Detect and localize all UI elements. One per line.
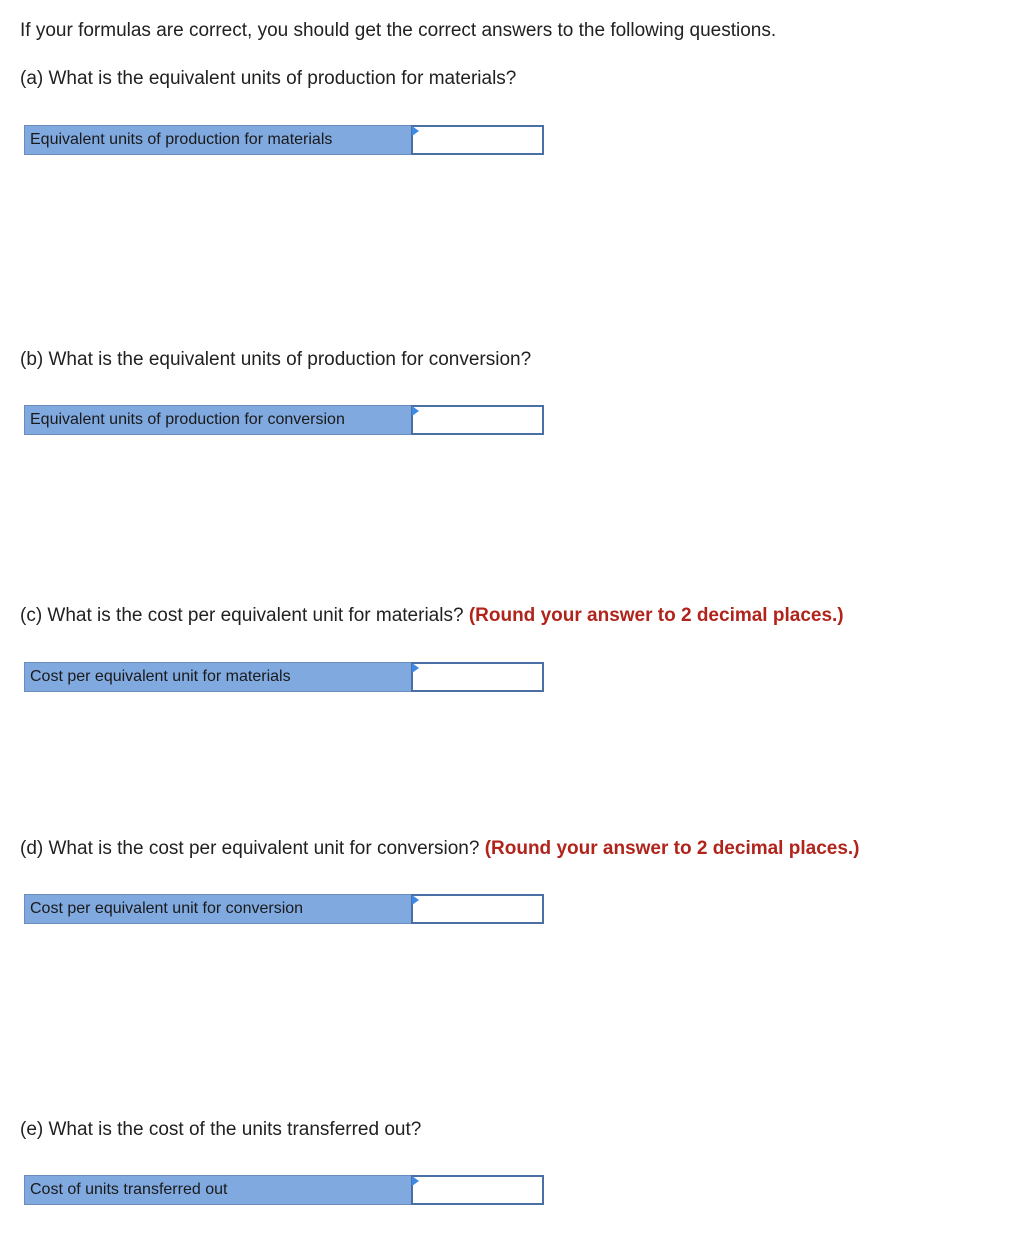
answer-row-e	[24, 1175, 544, 1205]
answer-cell-d[interactable]	[411, 894, 544, 924]
question-d	[20, 837, 860, 861]
rounding-note-c: (Round your answer to 2 decimal places.)	[468, 605, 844, 626]
cell-flag-icon	[412, 1176, 419, 1186]
question-c-text: (c) What is the cost per equivalent unit for materials?	[20, 605, 464, 626]
question-b-text: (b) What is the equivalent units of production for conversion?	[20, 349, 532, 370]
answer-input-d[interactable]	[413, 896, 542, 922]
answer-label-c: Cost per equivalent unit for materials	[24, 662, 411, 692]
question-c	[20, 604, 844, 628]
cell-flag-icon	[412, 663, 419, 673]
question-d-text: (d) What is the cost per equivalent unit for conversion?	[20, 838, 480, 859]
answer-label-e: Cost of units transferred out	[24, 1175, 411, 1205]
question-b	[20, 348, 531, 372]
cell-flag-icon	[412, 126, 419, 136]
cell-flag-icon	[412, 895, 419, 905]
answer-row-a	[24, 125, 544, 155]
question-e	[20, 1118, 421, 1142]
answer-cell-c[interactable]	[411, 662, 544, 692]
answer-cell-e[interactable]	[411, 1175, 544, 1205]
answer-cell-b[interactable]	[411, 405, 544, 435]
answer-row-b	[24, 405, 544, 435]
answer-input-b[interactable]	[413, 407, 542, 433]
answer-label-a: Equivalent units of production for materials	[24, 125, 411, 155]
answer-label-d: Cost per equivalent unit for conversion	[24, 894, 411, 924]
question-a-text: (a) What is the equivalent units of production for materials?	[20, 68, 517, 89]
answer-input-c[interactable]	[413, 664, 542, 690]
answer-input-e[interactable]	[413, 1177, 542, 1203]
answer-input-a[interactable]	[413, 127, 542, 153]
answer-row-c	[24, 662, 544, 692]
question-a	[20, 67, 516, 91]
rounding-note-d: (Round your answer to 2 decimal places.)	[484, 838, 860, 859]
answer-row-d	[24, 894, 544, 924]
answer-cell-a[interactable]	[411, 125, 544, 155]
question-e-text: (e) What is the cost of the units transferred out?	[20, 1119, 422, 1140]
answer-label-b: Equivalent units of production for conversion	[24, 405, 411, 435]
instructions-text: If your formulas are correct, you should get the correct answers to the following questions.	[20, 20, 777, 41]
cell-flag-icon	[412, 406, 419, 416]
